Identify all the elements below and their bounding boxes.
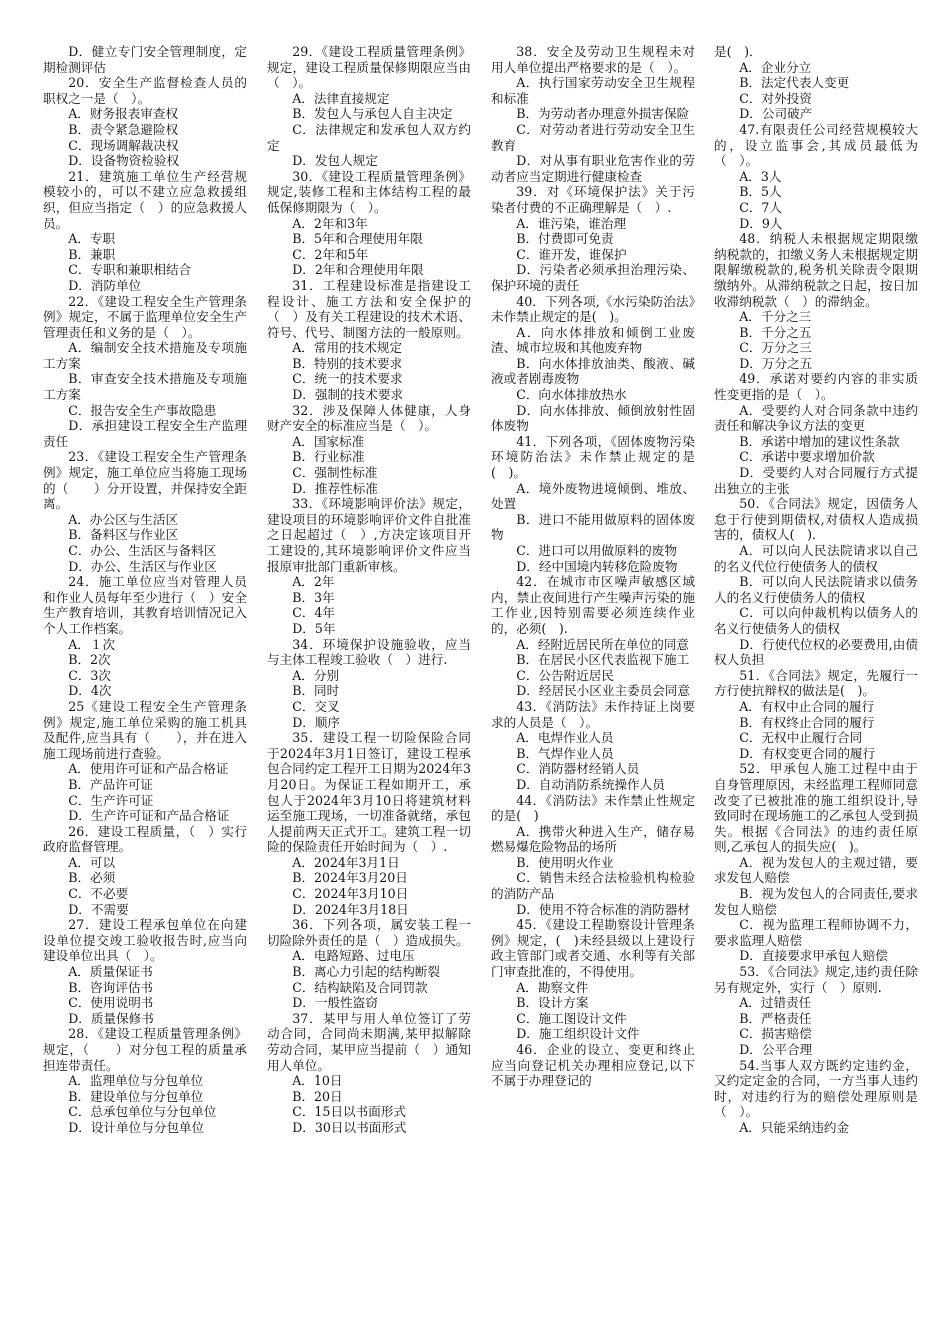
- exam-text-line: A．过错责任: [739, 995, 812, 1011]
- exam-text-line: A．质量保证书: [68, 964, 153, 980]
- exam-text-line: D．不需要: [68, 901, 129, 917]
- exam-text-line: C．公告附近居民: [516, 667, 614, 683]
- exam-text-line: C．15日以书面形式: [292, 1104, 407, 1120]
- exam-text-line: 21．建筑施工单位生产经营规模较小的，可以不建立应急救援组织，但应当指定（ ）的应急救援人员。: [43, 168, 247, 231]
- text-column-2: [267, 44, 471, 1136]
- exam-text-line: C．对劳动者进行劳动安全卫生教育: [491, 121, 695, 153]
- exam-text-line: D．推荐性标准: [292, 480, 378, 496]
- exam-text-line: A．使用许可证和产品合格证: [68, 761, 229, 777]
- exam-text-line: B．发包人与承包人自主决定: [292, 106, 453, 122]
- exam-text-line: B．使用明火作业: [516, 854, 614, 870]
- exam-text-line: C．统一的技术要求: [292, 371, 403, 387]
- exam-text-line: D．万分之五: [739, 355, 813, 371]
- exam-text-line: B．3年: [292, 589, 335, 605]
- exam-text-line: D．污染者必须承担治理污染、保护环境的责任: [491, 262, 695, 293]
- exam-text-line: 26．建设工程质量，（ ）实行政府监督管理。: [43, 823, 247, 855]
- exam-text-line: 22．《建设工程安全生产管理条例》规定，不属于监理单位安全生产管理责任和义务的是（ ）。: [43, 293, 247, 340]
- exam-text-line: 28．《建设工程质量管理条例》规定，（ ）对分包工程的质量承担连带责任。: [43, 1026, 247, 1073]
- exam-text-line: D．使用不符合标准的消防器材: [516, 901, 691, 917]
- exam-text-line: A．１次: [68, 636, 116, 652]
- exam-text-line: A．勘察文件: [516, 979, 589, 995]
- exam-text-line: C．报告安全生产事故隐患: [68, 402, 217, 418]
- exam-text-line: B．审查安全技术措施及专项施工方案: [43, 371, 247, 403]
- exam-text-line: C．承诺中要求增加价款: [739, 449, 875, 465]
- exam-text-line: D．办公、生活区与作业区: [68, 558, 217, 574]
- exam-text-line: D．2年和合理使用年限: [292, 262, 424, 278]
- exam-text-line: D．顺序: [292, 714, 341, 730]
- exam-text-line: A．电路短路、过电压: [292, 948, 415, 964]
- exam-text-line: A．可以: [68, 854, 116, 870]
- exam-text-line: B．5年和合理使用年限: [292, 231, 423, 247]
- exam-text-line: D．有权变更合同的履行: [739, 745, 876, 761]
- exam-text-line: C．向水体排放热水: [516, 387, 627, 403]
- exam-text-line: B．5人: [739, 184, 782, 200]
- exam-text-line: A．编制安全技术措施及专项施工方案: [43, 340, 247, 371]
- exam-text-line: A．10日: [292, 1073, 343, 1089]
- exam-text-line: A．向水体排放和倾倒工业废渣、城市垃圾和其他废弃物: [491, 324, 695, 356]
- exam-text-line: B．进口不能用做原料的固体废物: [491, 511, 695, 543]
- exam-text-line: D．行使代位权的必要费用,由债权人负担: [714, 636, 918, 668]
- exam-text-line: 42．在城市市区噪声敏感区域内，禁止夜间进行产生噪声污染的施工作业,因特别需要必须连续作业的，必须( ).: [491, 574, 695, 636]
- exam-text-line: D．5年: [292, 620, 336, 636]
- exam-text-line: C．进口可以用做原料的废物: [516, 543, 677, 558]
- exam-text-line: C．2年和5年: [292, 246, 369, 262]
- exam-text-line: D．生产许可证和产品合格证: [68, 808, 230, 824]
- exam-text-line: B．2次: [68, 652, 111, 668]
- exam-text-line: 43．《消防法》未作持证上岗要求的人员是（ ）。: [491, 698, 695, 730]
- exam-text-line: D．公司破产: [739, 106, 813, 122]
- exam-text-line: 39．对《环境保护法》关于污染者付费的不正确理解是（ ）.: [491, 184, 695, 215]
- exam-text-line: 45．《建设工程勘察设计管理条例》规定，( )未经县级以上建设行政主管部门或者交通、水利等有关部门审查批准的，不得使用。: [491, 917, 695, 980]
- exam-text-line: B．备料区与作业区: [68, 527, 179, 543]
- exam-text-line: A．可以向人民法院请求以自己的名义代位行使债务人的债权: [714, 543, 918, 574]
- exam-text-line: B．建设单位与分包单位: [68, 1088, 204, 1104]
- text-column-1: [43, 44, 247, 1136]
- exam-text-line: D．施工组织设计文件: [516, 1026, 640, 1042]
- exam-text-line: C．生产许可证: [68, 792, 154, 808]
- exam-text-line: A．国家标准: [292, 433, 365, 449]
- exam-text-line: C．损害赔偿: [739, 1026, 812, 1042]
- exam-text-line: D．4次: [68, 683, 112, 699]
- exam-text-line: 24．施工单位应当对管理人员和作业人员每年至少进行（ ）安全生产教育培训，其教育培训情况记入个人工作档案。: [43, 574, 247, 636]
- exam-text-line: D．设备物资检验权: [68, 153, 180, 169]
- exam-text-line: D．向水体排放、倾倒放射性固体废物: [491, 402, 695, 434]
- exam-text-line: A．2年和3年: [292, 215, 368, 231]
- exam-text-line: D．一般性盗窃: [292, 995, 378, 1011]
- exam-text-line: C．不必要: [68, 886, 129, 902]
- exam-text-line: C．7人: [739, 199, 783, 215]
- exam-text-line: D．9人: [739, 215, 783, 231]
- exam-text-line: B．必须: [68, 870, 116, 886]
- exam-text-line: B．严格责任: [739, 1010, 812, 1026]
- exam-text-line: D．设计单位与分包单位: [68, 1119, 205, 1135]
- exam-text-line: B．为劳动者办理意外损害保险: [516, 106, 690, 122]
- exam-text-line: 41．下列各项，《固体废物污染环境防治法》未作禁止规定的是( )。: [491, 433, 695, 481]
- exam-text-line: B．20日: [292, 1088, 343, 1104]
- exam-text-line: 33．《环境影响评价法》规定，建设项目的环境影响评价文件自批准之日起超过（ ）,方决定该项目开工建设的,其环境影响评价文件应当报原审批部门重新审核。: [267, 496, 471, 574]
- exam-text-line: 46．企业的设立、变更和终止应当向登记机关办理相应登记,以下不属于办理登记的: [491, 1042, 695, 1089]
- exam-text-line: C．现场调解裁决权: [68, 137, 179, 153]
- exam-text-line: C．4年: [292, 605, 336, 621]
- exam-text-line: A．3人: [739, 168, 782, 184]
- exam-text-line: 54.当事人双方既约定违约金，又约定定金的合同，一方当事人违约时，对违约行为的赔偿处理原则是（ ）。: [714, 1057, 918, 1120]
- exam-text-line: B．法定代表人变更: [739, 75, 850, 91]
- exam-text-line: 20．安全生产监督检查人员的职权之一是（ ）。: [43, 75, 247, 106]
- exam-text-line: B．付费即可免责: [516, 231, 614, 247]
- exam-text-line: B．同时: [292, 683, 340, 699]
- exam-text-line: B．2024年3月20日: [292, 870, 408, 886]
- exam-text-line: A．2年: [292, 574, 335, 590]
- exam-text-line: 31．工程建设标准是指建设工程设计、施工方法和安全保护的（ ）及有关工程建设的技术术语、符号、代号、制图方法的一般原则。: [267, 277, 471, 340]
- exam-text-line: 32．涉及保障人体健康，人身财产安全的标准应当是（ ）。: [267, 402, 471, 434]
- exam-text-line: 37．某甲与用人单位签订了劳动合同，合同尚未期满,某甲拟解除劳动合同，某甲应当提前（ ）通知用人单位。: [267, 1010, 471, 1073]
- exam-text-line: A．谁污染，谁治理: [516, 215, 627, 231]
- exam-text-line: A．财务报表审查权: [68, 106, 179, 122]
- exam-text-line: D．承担建设工程安全生产监理责任: [43, 418, 247, 449]
- exam-text-line: C．结构缺陷及合同罚款: [292, 979, 428, 995]
- exam-text-line: 40．下列各项,《水污染防治法》未作禁止规定的是( )。: [491, 293, 695, 325]
- exam-text-line: B．有权终止合同的履行: [739, 714, 875, 730]
- exam-text-line: D．公平合理: [739, 1042, 813, 1057]
- exam-text-line: D．30日以书面形式: [292, 1119, 407, 1135]
- exam-text-line: B．千分之五: [739, 324, 812, 340]
- exam-text-line: A．专职: [68, 231, 116, 247]
- exam-text-line: B．产品许可证: [68, 776, 154, 792]
- exam-text-line: D．受要约人对合同履行方式提出独立的主张: [714, 465, 918, 496]
- exam-text-line: D．发包人规定: [292, 153, 378, 169]
- exam-text-line: 23．《建设工程安全生产管理条例》规定，施工单位应当将施工现场的（ ）分开设置，并保持安全距离。: [43, 449, 247, 512]
- exam-text-line: B．责令紧急避险权: [68, 121, 179, 137]
- exam-text-line: B．可以向人民法院请求以债务人的名义行使债务人的债权: [714, 574, 918, 605]
- exam-text-line: 36．下列各项，属安装工程一切险除外责任的是（ ）造成损失。: [267, 917, 471, 948]
- exam-text-line: B．向水体排放油类、酸液、碱液或者剧毒废物: [491, 355, 695, 387]
- exam-text-line: A．分别: [292, 667, 340, 683]
- exam-text-line: 51．《合同法》规定，先履行一方行使抗辩权的做法是( )。: [714, 667, 918, 699]
- exam-text-line: A．法律直接规定: [292, 90, 390, 106]
- exam-text-line: D．直接要求甲承包人赔偿: [739, 948, 888, 964]
- exam-text-line: 52．甲承包人施工过程中由于自身管理原因，未经监理工程师同意改变了已被批准的施工组织设计,导致同时在现场施工的乙承包人受到损失。根据《合同法》的违约责任原则,乙承包人的损失应( )。: [714, 761, 918, 855]
- exam-text-line: D．健立专门安全管理制度，定期检测评估: [43, 44, 247, 75]
- exam-text-line: B．设计方案: [516, 995, 589, 1011]
- exam-text-line: A．办公区与生活区: [68, 511, 179, 527]
- exam-text-line: A．电焊作业人员: [516, 730, 614, 746]
- exam-text-line: A．受要约人对合同条款中违约责任和解决争议方法的变更: [714, 402, 918, 434]
- exam-text-line: C．专职和兼职相结合: [68, 262, 192, 278]
- text-column-3: [491, 44, 695, 1089]
- exam-text-line: C．对外投资: [739, 90, 812, 106]
- exam-text-line: 53．《合同法》规定,违约责任除另有规定外，实行（ ）原则.: [714, 964, 918, 995]
- exam-text-line: B．气焊作业人员: [516, 745, 614, 761]
- exam-text-line: B．咨询评估书: [68, 979, 154, 995]
- exam-text-line: D．经居民小区业主委员会同意: [516, 683, 691, 699]
- exam-text-line: D．强制的技术要求: [292, 387, 404, 403]
- exam-text-line: 47.有限责任公司经营规模较大的，设立监事会,其成员最低为（ ）。: [714, 121, 918, 169]
- exam-text-line: A．经附近居民所在单位的同意: [516, 636, 690, 652]
- exam-text-line: A．视为发包人的主观过错，要求发包人赔偿: [714, 854, 918, 886]
- exam-text-line: A．执行国家劳动安全卫生规程和标准: [491, 75, 695, 106]
- text-column-4: [714, 44, 918, 1136]
- exam-text-line: D．质量保修书: [68, 1010, 154, 1026]
- exam-text-line: B．行业标准: [292, 449, 365, 465]
- exam-text-line: 49．承诺对要约内容的非实质性变更指的是（ ）。: [714, 371, 918, 403]
- exam-text-line: C．法律规定和发承包人双方约定: [267, 121, 471, 153]
- exam-text-line: C．使用说明书: [68, 995, 154, 1011]
- exam-text-line: B．兼职: [68, 246, 116, 262]
- exam-text-line: B．离心力引起的结构断裂: [292, 964, 440, 980]
- exam-text-line: 27．建设工程承包单位在向建设单位提交竣工验收报告时,应当向建设单位出具（ ）。: [43, 917, 247, 964]
- exam-text-line: B．特别的技术要求: [292, 355, 403, 371]
- exam-text-line: A．有权中止合同的履行: [739, 698, 875, 714]
- exam-text-line: C．谁开发，谁保护: [516, 246, 627, 262]
- exam-text-line: A．境外废物进境倾倒、堆放、处置: [491, 480, 695, 512]
- exam-text-line: 44．《消防法》未作禁止性规定的是( ): [491, 792, 695, 824]
- exam-text-line: C．交叉: [292, 698, 340, 714]
- exam-text-line: 30．《建设工程质量管理条例》规定,装修工程和主体结构工程的最低保修期限为（ ）。: [267, 168, 471, 215]
- exam-text-line: A．监理单位与分包单位: [68, 1073, 204, 1089]
- exam-text-line: A．企业分立: [739, 59, 812, 75]
- exam-text-line: 48．纳税人未根据规定期限缴纳税款的，扣缴义务人未根据规定期限解缴税款的,税务机关除责令限期缴纳外。从滞纳税款之日起，按日加收滞纳税款（ ）的滞纳金。: [714, 231, 918, 309]
- exam-text-line: A．只能采纳违约金: [739, 1119, 850, 1135]
- exam-text-line: A．2024年3月1日: [292, 854, 400, 870]
- exam-text-line: 35．建设工程一切险保险合同于2024年3月1日签订，建设工程承包合同约定工程开工日期为2024年3月20日。为保证工程如期开工，承包人于2024年3月10日将建筑材料运至施工现场，一切准备就绪，承包人提前两天正式开工。建筑工程一切险的保险责任开始时间为（ ）.: [267, 730, 471, 855]
- exam-text-line: C．销售未经合法检验机构检验的消防产品: [491, 870, 695, 902]
- exam-text-line: C．强制性标准: [292, 465, 378, 481]
- exam-text-line: D．经中国境内转移危险废物: [516, 558, 678, 574]
- exam-text-line: D．2024年3月18日: [292, 901, 409, 917]
- exam-text-line: 25《建设工程安全生产管理条例》规定,施工单位采购的施工机具及配件,应当具有（ ），并在进入施工现场前进行查验。: [43, 698, 247, 761]
- exam-text-line: D．消防单位: [68, 277, 142, 293]
- exam-text-line: C．2024年3月10日: [292, 886, 409, 902]
- exam-text-line: 38．安全及劳动卫生规程未对用人单位提出严格要求的是（ ）。: [491, 44, 695, 75]
- exam-text-line: C．办公、生活区与备料区: [68, 543, 217, 558]
- exam-text-line: 29．《建设工程质量管理条例》规定，建设工程质量保修期限应当由（ ）。: [267, 44, 471, 91]
- exam-text-line: A．携带火种进入生产，储存易燃易爆危险物品的场所: [491, 823, 695, 855]
- exam-text-line: C．3次: [68, 667, 112, 683]
- exam-text-line: C．消防器材经销人员: [516, 761, 640, 777]
- exam-text-line: A．千分之三: [739, 309, 812, 325]
- exam-text-line: D．自动消防系统操作人员: [516, 776, 665, 792]
- exam-text-line: A．常用的技术规定: [292, 340, 403, 356]
- exam-text-line: C．万分之三: [739, 340, 812, 356]
- exam-text-line: C．可以向仲裁机构以债务人的名义行使债务人的债权: [714, 605, 918, 636]
- exam-text-line: C．视为监理工程师协调不力，要求监理人赔偿: [714, 917, 918, 948]
- exam-text-line: 34．环境保护设施验收，应当与主体工程竣工验收（ ）进行.: [267, 636, 471, 668]
- exam-text-line: B．视为发包人的合同责任,要求发包人赔偿: [714, 886, 918, 917]
- exam-text-line: D．对从事有职业危害作业的劳动者应当定期进行健康检查: [491, 153, 695, 184]
- exam-text-line: B．承诺中增加的建议性条款: [739, 433, 900, 449]
- exam-text-line: C．无权中止履行合同: [739, 730, 863, 746]
- exam-text-line: C．总承包单位与分包单位: [68, 1104, 217, 1120]
- exam-text-line: B．在居民小区代表监视下施工: [516, 652, 690, 668]
- exam-text-line: 50．《合同法》规定，因债务人怠于行使到期债权,对债权人造成损害的，债权人( )．: [714, 496, 918, 543]
- exam-text-line: C．施工图设计文件: [516, 1010, 627, 1026]
- exam-text-line: 是( )．: [714, 44, 762, 59]
